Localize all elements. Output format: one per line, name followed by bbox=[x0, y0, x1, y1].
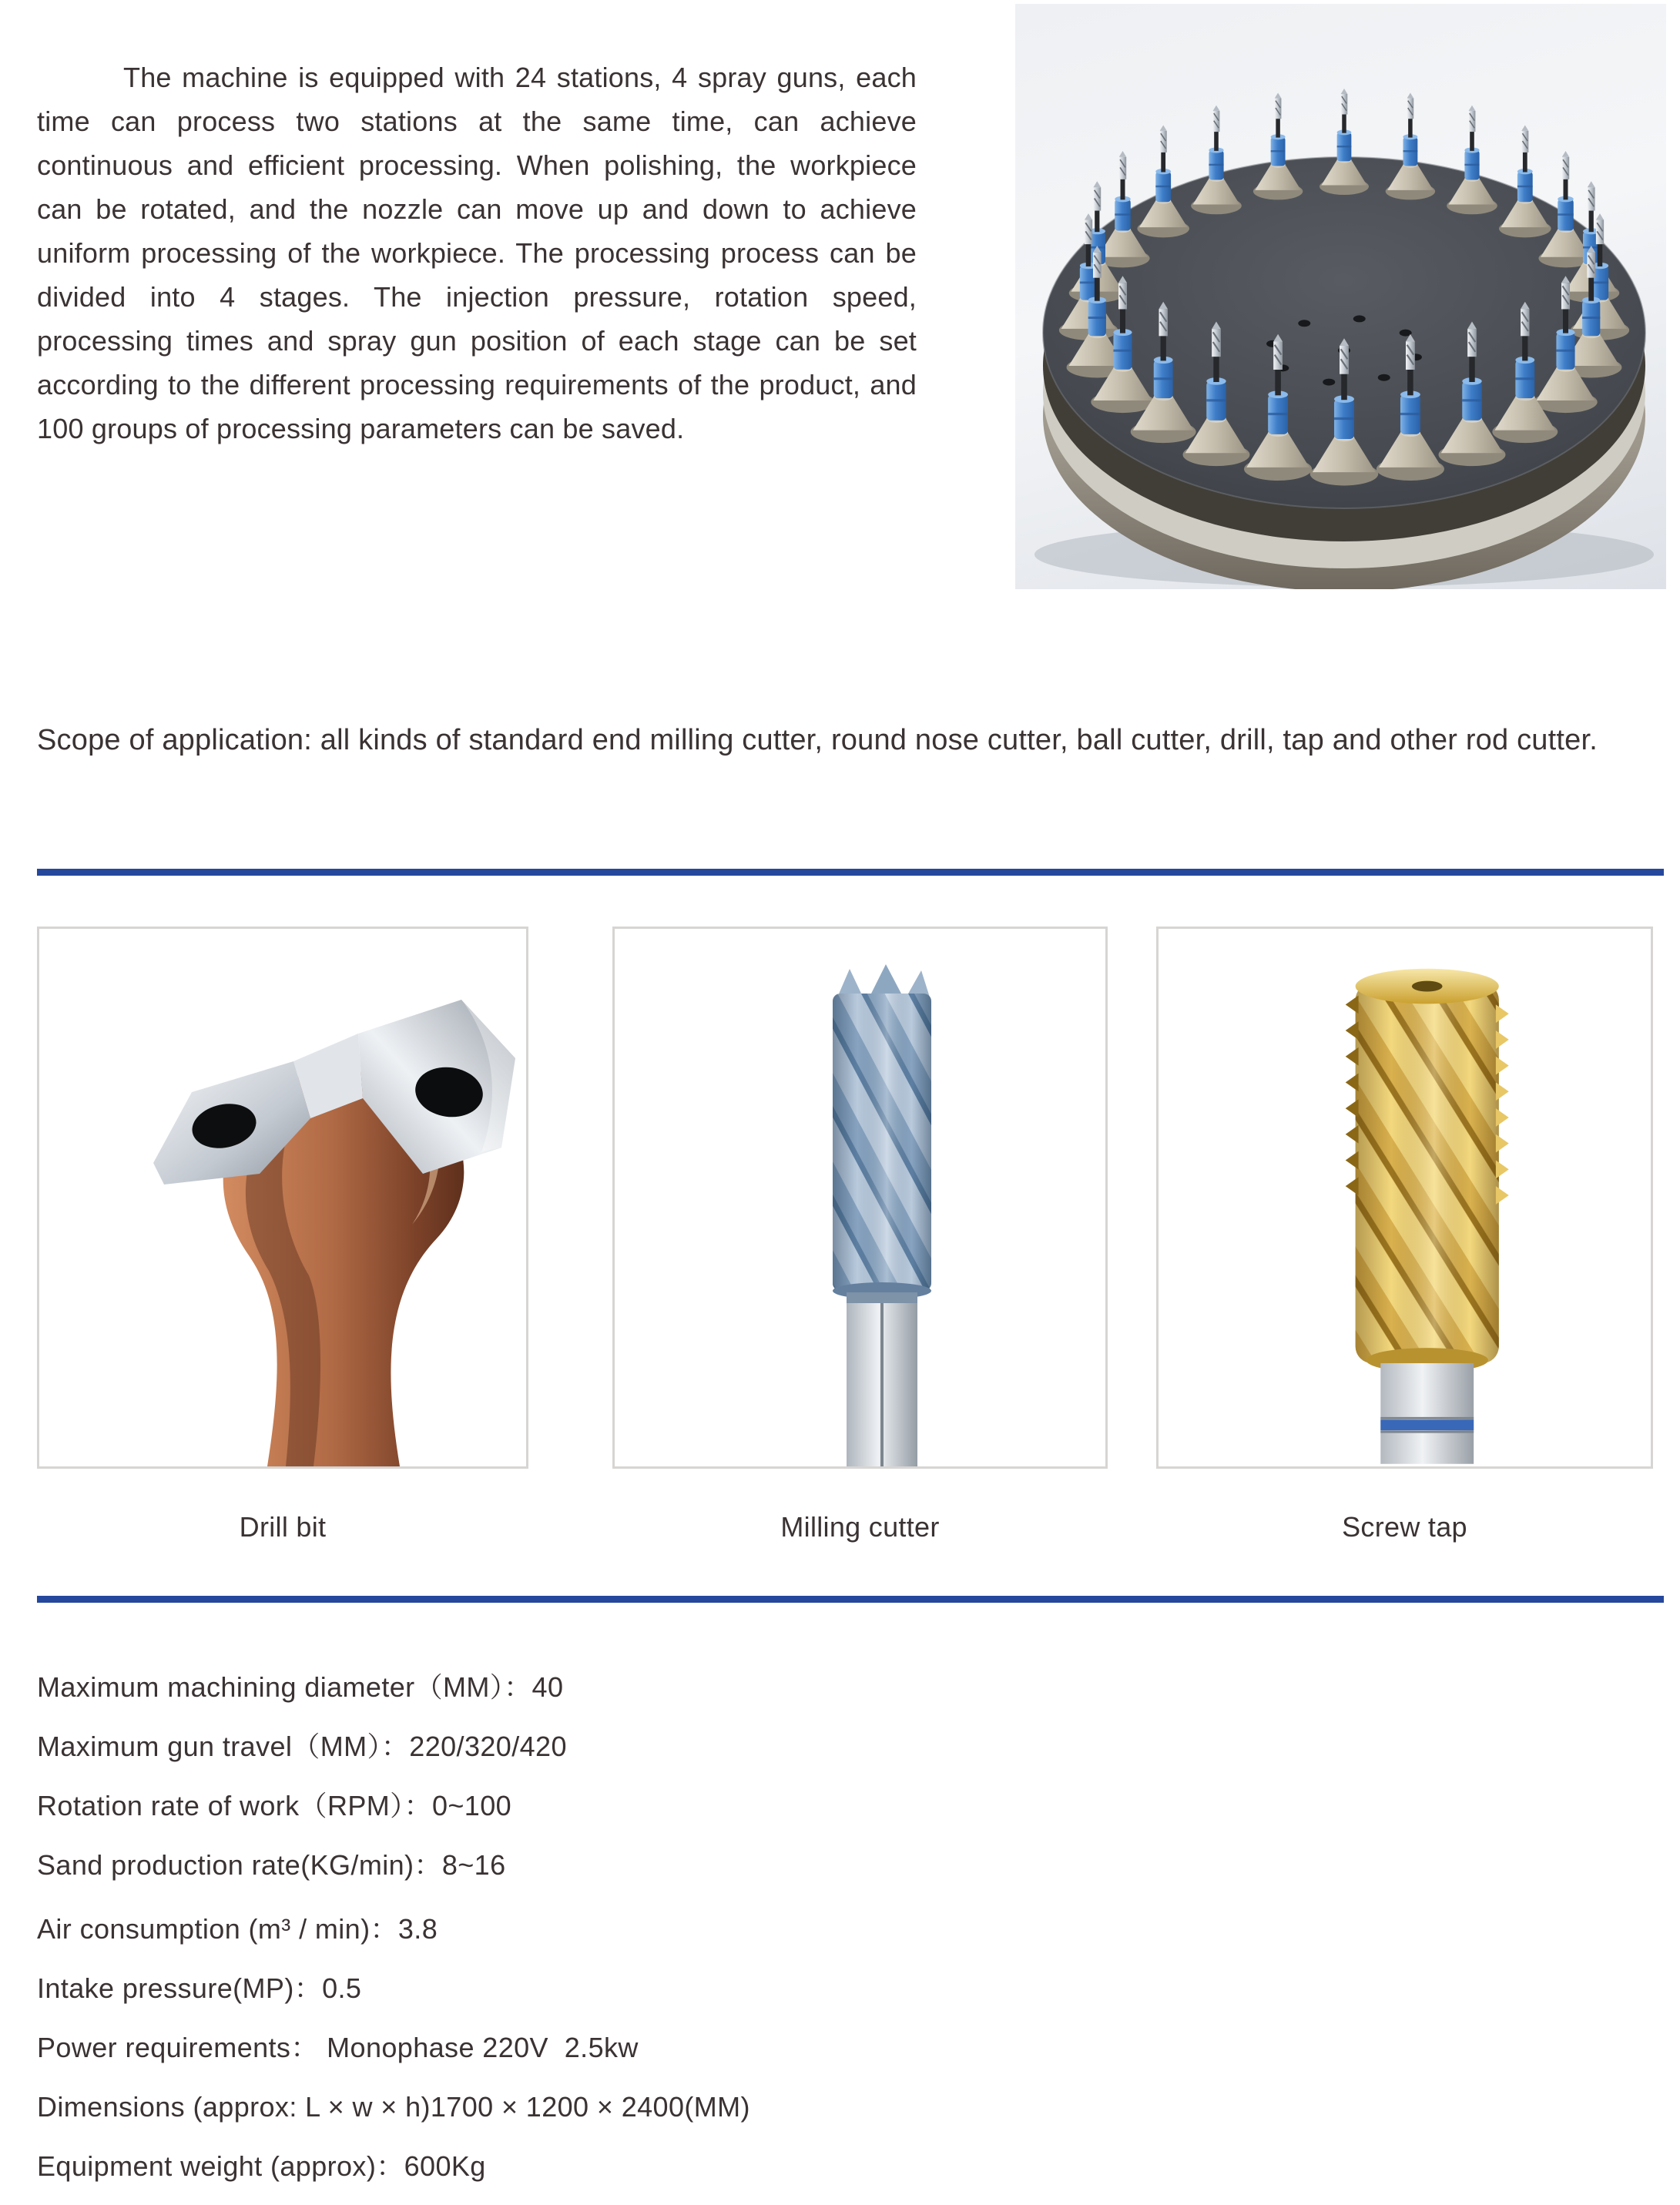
divider-rule-bottom bbox=[37, 1596, 1664, 1603]
spec-dimensions: Dimensions (approx: L × w × h)1700 × 1200 × 2400(MM) bbox=[37, 2091, 750, 2123]
spec-max-gun-travel: Maximum gun travel（MM）：220/320/420 bbox=[37, 1731, 567, 1762]
scope-of-application: Scope of application: all kinds of standard end milling cutter, round nose cutter, ball cutter, drill, tap and other rod cutter. bbox=[37, 724, 1598, 756]
spec-power-requirements: Power requirements： Monophase 220V 2.5kw bbox=[37, 2032, 639, 2063]
milling-cutter-photo bbox=[612, 927, 1108, 1469]
screw-tap-image bbox=[1159, 929, 1651, 1466]
spec-rotation-rate: Rotation rate of work（RPM）：0~100 bbox=[37, 1790, 512, 1821]
machine-turntable-render bbox=[1015, 4, 1666, 589]
screw-tap-photo bbox=[1156, 927, 1653, 1469]
screw-tap-caption: Screw tap bbox=[1342, 1511, 1467, 1543]
spec-sand-production-rate: Sand production rate(KG/min)：8~16 bbox=[37, 1849, 506, 1881]
milling-cutter-image bbox=[615, 929, 1105, 1466]
milling-cutter-caption: Milling cutter bbox=[780, 1511, 940, 1543]
spec-list bbox=[37, 1657, 1655, 2196]
spec-intake-pressure: Intake pressure(MP)：0.5 bbox=[37, 1972, 362, 2004]
drill-bit-photo bbox=[37, 927, 528, 1469]
spec-equipment-weight: Equipment weight (approx)：600Kg bbox=[37, 2150, 486, 2182]
spec-air-consumption: Air consumption (m³ / min)：3.8 bbox=[37, 1913, 438, 1945]
divider-rule-top bbox=[37, 869, 1664, 876]
spec-max-machining-diameter: Maximum machining diameter（MM）：40 bbox=[37, 1671, 564, 1703]
drill-bit-caption: Drill bit bbox=[239, 1511, 327, 1543]
machine-turntable-photo bbox=[1015, 4, 1666, 589]
drill-bit-image bbox=[39, 929, 526, 1466]
intro-paragraph: The machine is equipped with 24 stations, 4 spray guns, each time can process two stations at the same time, can achieve continuous and efficient processing. When polishing, the workpiece can be rotated, and the nozzle can move up and down to achieve uniform processing of the workpiece. The processing process can be divided into 4 stages. The injection pressure, rotation speed, processing times and spray gun position of each stage can be set according to the different processing requirements of the product, and 100 groups of processing parameters can be saved. bbox=[37, 62, 917, 444]
